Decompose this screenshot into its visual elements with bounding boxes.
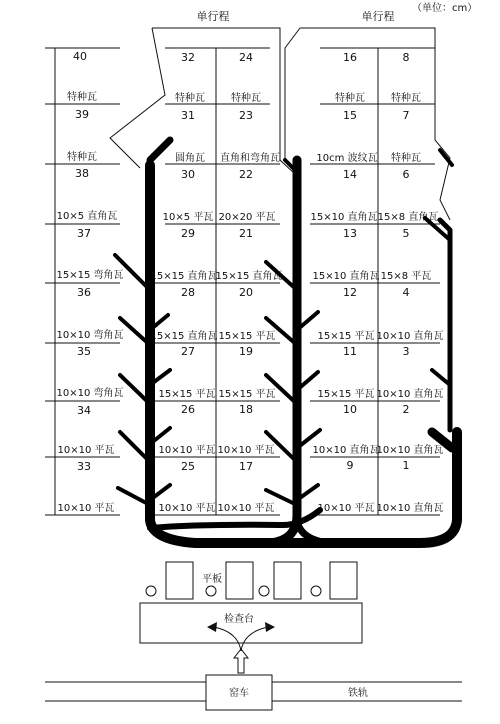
- lane-b-cell-num: 11: [343, 345, 357, 358]
- inspection-label: 检查台: [224, 614, 254, 625]
- lane-a-cell-num: 22: [239, 168, 253, 181]
- flatboard: [330, 562, 357, 599]
- lane-a-cell-label: 15×15 直角瓦: [215, 271, 283, 282]
- lane-b-cell-num: 3: [402, 345, 410, 358]
- left-cell-num: 33: [77, 460, 91, 473]
- lane-a-cell-num: 29: [181, 227, 195, 240]
- lane-a-cell-label: 特种瓦: [175, 93, 205, 104]
- arrow-head: [265, 622, 275, 632]
- left-stack: [45, 48, 124, 515]
- lane-a-cell-num: 18: [239, 403, 253, 416]
- left-cell-label: 10×10 弯角瓦: [56, 330, 124, 341]
- lane-b-cell-label: 10×10 直角瓦: [376, 445, 444, 456]
- lane-b-cell-num: 14: [343, 168, 357, 181]
- roller-wheel: [146, 586, 156, 596]
- lane-b-cell-label: 10×10 直角瓦: [312, 445, 380, 456]
- lane-b-cell-label: 10×10 直角瓦: [376, 503, 444, 514]
- lane-b-cell-label: 15×8 直角瓦: [377, 212, 439, 223]
- lane-b-cell-label: 10×10 直角瓦: [376, 389, 444, 400]
- lane-a-cell-label: 15×15 平瓦: [218, 331, 276, 342]
- left-cell-label: 10×5 直角瓦: [56, 211, 118, 222]
- branch-line: [432, 370, 450, 385]
- lane-a-cell-num: 19: [239, 345, 253, 358]
- rail-label: 铁轨: [348, 688, 368, 699]
- lane-a-cell-num: 31: [181, 109, 195, 122]
- left-cell-num: 37: [77, 227, 91, 240]
- lane-a-cell-label: 15×15 直角瓦: [150, 271, 218, 282]
- left-cell-num: 39: [75, 108, 89, 121]
- arrow-head: [207, 622, 217, 632]
- wagon-label: 窑车: [229, 688, 249, 699]
- lane-a-cell-num: 27: [181, 345, 195, 358]
- lane-a-cell-label: 20×20 平瓦: [218, 212, 276, 223]
- flatboard-row: [146, 562, 357, 599]
- left-cell-num: 38: [75, 167, 89, 180]
- lane-a-cell-label: 15×15 直角瓦: [150, 331, 218, 342]
- lane-b-cell-num: 6: [402, 168, 410, 181]
- lane-b-cell-num: 5: [402, 227, 410, 240]
- roller-wheel: [259, 586, 269, 596]
- lane-b-cell-label: 15×8 平瓦: [380, 271, 432, 282]
- lane-a-cell-num: 24: [239, 51, 253, 64]
- lane-a-cell-label: 10×5 平瓦: [162, 212, 214, 223]
- lane-b-cell-num: 2: [402, 403, 410, 416]
- left-cell-label: 10×10 平瓦: [57, 445, 115, 456]
- left-cell-num: 36: [77, 286, 91, 299]
- flatboard: [166, 562, 193, 599]
- lane-a-cell-label: 10×10 平瓦: [158, 445, 216, 456]
- lane-b-cell-num: 13: [343, 227, 357, 240]
- left-cell-label: 15×15 弯角瓦: [56, 270, 124, 281]
- lane-b-cell-label: 特种瓦: [391, 153, 421, 164]
- inspection-table: [140, 603, 362, 673]
- lane-b-cell-label: 15×10 直角瓦: [312, 271, 380, 282]
- lane-b-cell-num: 4: [402, 286, 410, 299]
- lane-a-cell-label: 15×15 平瓦: [158, 389, 216, 400]
- lane-a-cell-num: 20: [239, 286, 253, 299]
- lane-b-cell-num: 1: [402, 459, 410, 472]
- left-cell-label: 10×10 弯角瓦: [56, 388, 124, 399]
- lane-a-cell-num: 26: [181, 403, 195, 416]
- lane-b-cell-label: 特种瓦: [391, 93, 421, 104]
- lane-b-cell-num: 12: [343, 286, 357, 299]
- left-cell-num: 35: [77, 345, 91, 358]
- lane-a-cell-num: 32: [181, 51, 195, 64]
- lane-b-cell-num: 8: [402, 51, 410, 64]
- lane-a-cell-label: 10×10 平瓦: [217, 445, 275, 456]
- lane-a-cell-label: 圆角瓦: [175, 153, 205, 164]
- lane-b-cell-num: 9: [346, 459, 354, 472]
- arrow-up-left: [214, 627, 241, 651]
- roller-wheel: [206, 586, 216, 596]
- left-cell-num: 34: [77, 404, 91, 417]
- lane-a-cell-label: 10×10 平瓦: [217, 503, 275, 514]
- left-cell-num: 40: [73, 50, 87, 63]
- lane-a-cell-num: 28: [181, 286, 195, 299]
- lane-a-cell-num: 21: [239, 227, 253, 240]
- lane-b-cell-num: 15: [343, 109, 357, 122]
- lane-b-cell-label: 15×10 直角瓦: [310, 212, 378, 223]
- flatboard: [226, 562, 253, 599]
- lane-a-cell-num: 23: [239, 109, 253, 122]
- roller-wheel: [311, 586, 321, 596]
- rail-and-wagon: [45, 675, 462, 710]
- lane-a-cell-num: 30: [181, 168, 195, 181]
- lane-b-cell-label: 10cm 波纹瓦: [316, 153, 378, 164]
- left-branch-rail: [150, 140, 170, 160]
- unit-note: （单位：cm）: [412, 3, 478, 14]
- lane-a-cell-label: 直角和弯角瓦: [220, 153, 280, 164]
- lane-b-cell-label: 特种瓦: [335, 93, 365, 104]
- lane-a-cell-label: 10×10 平瓦: [158, 503, 216, 514]
- lane-a-cell-num: 17: [239, 460, 253, 473]
- lane-b-cell-label: 15×15 平瓦: [317, 389, 375, 400]
- lane-a-cell-num: 25: [181, 460, 195, 473]
- lane-b-cell-label: 10×10 平瓦: [317, 503, 375, 514]
- left-cell-label: 特种瓦: [67, 92, 97, 103]
- up-arrow-icon: [234, 649, 248, 673]
- flatboard-label: 平板: [202, 574, 222, 585]
- lane-a-cell-label: 特种瓦: [231, 93, 261, 104]
- lane-a-cell-label: 15×15 平瓦: [218, 389, 276, 400]
- lane-b-cell-num: 16: [343, 51, 357, 64]
- lane-b-cell-label: 15×15 平瓦: [317, 331, 375, 342]
- lane-b-cell-label: 10×10 直角瓦: [376, 331, 444, 342]
- lane-b-cell-num: 10: [343, 403, 357, 416]
- left-cell-label: 特种瓦: [67, 152, 97, 163]
- flatboard: [274, 562, 301, 599]
- left-cell-label: 10×10 平瓦: [57, 503, 115, 514]
- lane-b-cell-num: 7: [402, 109, 410, 122]
- lane-a-title: 单行程: [196, 10, 230, 23]
- arrow-up-right: [241, 627, 268, 651]
- lane-b-title: 单行程: [361, 10, 395, 23]
